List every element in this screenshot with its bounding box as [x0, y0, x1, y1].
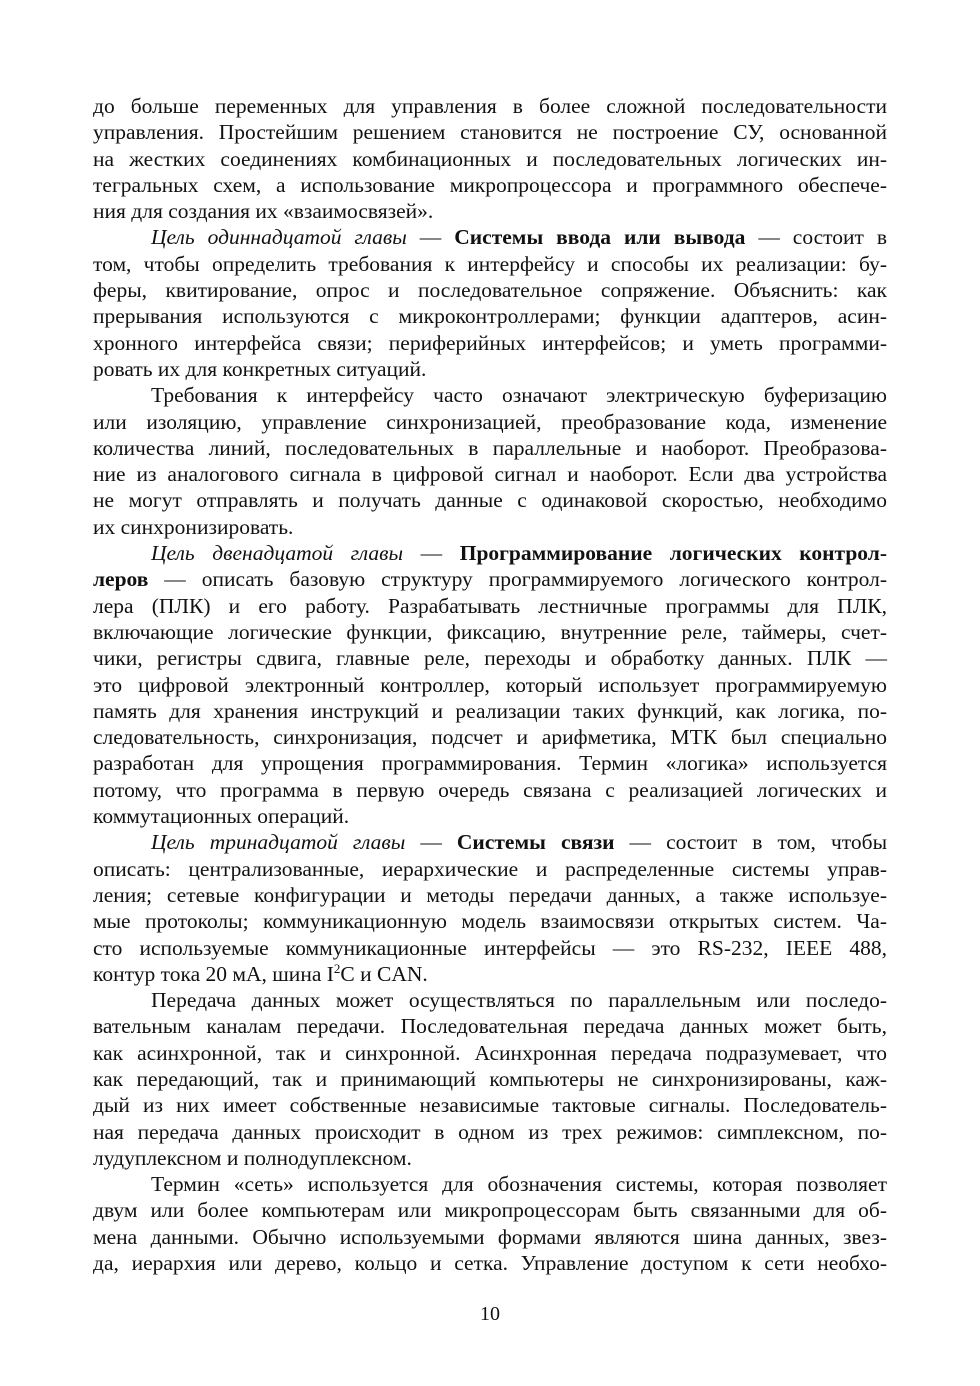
paragraph-network: [93, 1171, 887, 1276]
text-line: как асинхронной, так и синхронной. Асинхронная передача подразумевает, что: [93, 1040, 887, 1065]
text-line: как передающий, так и принимающий компьютеры не синхронизированы, каж-: [93, 1066, 887, 1091]
text-line: двум или более компьютерам или микропроцессорам быть связанными для об-: [93, 1198, 887, 1223]
chapter-13-title: Системы связи: [456, 830, 615, 855]
text-line: [93, 224, 887, 250]
text-line: сто используемые коммуникационные интерфейсы — это RS-232, IEEE 488,: [93, 935, 887, 960]
text-line: чики, регистры сдвига, главные реле, переходы и обработку данных. ПЛК —: [93, 646, 887, 671]
text-line: феры, квитирование, опрос и последовательное сопряжение. Объяснить: как: [93, 278, 887, 303]
text-fragment: — состоит в том, чтобы: [614, 830, 888, 855]
dash: —: [403, 541, 460, 566]
text-line: до больше переменных для управления в более сложной последовательности: [93, 94, 887, 118]
text-line: мые протоколы; коммуникационную модель взаимосвязи открытых систем. Ча-: [93, 909, 887, 934]
superscript: 2: [333, 960, 341, 976]
text-line: ровать их для конкретных ситуаций.: [93, 356, 427, 381]
text-line: разработан для упрощения программирования. Термин «логика» используется: [93, 751, 887, 776]
paragraph-data-transfer: [93, 987, 887, 1171]
text-line: ния для создания их «взаимосвязей».: [93, 199, 434, 224]
page-number: 10: [480, 1303, 500, 1325]
text-line: прерывания используются с микроконтроллерами; функции адаптеров, асин-: [93, 304, 887, 329]
paragraph-intro: [93, 93, 887, 224]
text-line: дый из них имеет собственные независимые тактовые сигналы. Последователь-: [93, 1093, 887, 1118]
text-line: количества линий, последовательных в параллельные и наоборот. Преобразова-: [93, 435, 887, 460]
paragraph-chapter-11: [93, 224, 887, 382]
chapter-12-title: Программирование логических контрол-: [459, 541, 887, 566]
text-line: это цифровой электронный контроллер, который использует программируемую: [93, 672, 887, 697]
text-line: не могут отправлять и получать данные с одинаковой скоростью, необходимо: [93, 488, 887, 513]
chapter-11-title: Системы ввода или вывода: [454, 225, 746, 250]
text-line: потому, что программа в первую очередь связана с реализацией логических и: [93, 777, 887, 802]
text-fragment: — состоит в: [745, 225, 888, 250]
text-line: ная передача данных происходит в одном из трех режимов: симплексном, по-: [93, 1119, 887, 1144]
text-line: вательным каналам передачи. Последовательная передача данных может быть,: [93, 1014, 887, 1039]
paragraph-interface-requirements: [93, 382, 887, 540]
text-fragment: контур тока 20 мА, шина I: [93, 961, 334, 986]
text-line: том, чтобы определить требования к интерфейсу и способы их реализации: бу-: [93, 251, 887, 276]
text-fragment: — описать базовую структуру программируемого логического контрол-: [148, 567, 887, 592]
text-line: да, иерархия или дерево, кольцо и сетка. Управление доступом к сети необхо-: [93, 1251, 887, 1276]
chapter-11-prefix: Цель одиннадцатой главы: [151, 225, 407, 250]
text-line: коммутационных операций.: [93, 804, 350, 829]
text-fragment: C и CAN.: [340, 961, 428, 986]
text-line: управления. Простейшим решением становится не построение СУ, основанной: [93, 120, 887, 145]
text-line: тегральных схем, а использование микропроцессора и программного обеспече-: [93, 172, 887, 197]
paragraph-chapter-13: [93, 829, 887, 987]
text-line: Термин «сеть» используется для обозначения системы, которая позволяет: [151, 1172, 887, 1197]
text-line: описать: централизованные, иерархические и распределенные системы управ-: [93, 856, 887, 881]
text-line: ние из аналогового сигнала в цифровой сигнал и наоборот. Если два устройства: [93, 462, 887, 487]
text-line: следовательность, синхронизация, подсчет и арифметика, МТК был специально: [93, 725, 887, 750]
text-line: [93, 540, 887, 566]
text-line: включающие логические функции, фиксацию, внутренние реле, таймеры, счет-: [93, 619, 887, 644]
text-line: [93, 566, 887, 592]
chapter-12-title-end: леров: [93, 567, 149, 592]
dash: —: [406, 225, 455, 250]
text-line: хронного интерфейса связи; периферийных интерфейсов; и уметь программи-: [93, 330, 887, 355]
text-line: мена данными. Обычно используемыми формами являются шина данных, звез-: [93, 1224, 887, 1249]
text-line: память для хранения инструкций и реализации таких функций, как логика, по-: [93, 698, 887, 723]
text-line: на жестких соединениях комбинационных и последовательных логических ин-: [93, 146, 887, 171]
chapter-12-prefix: Цель двенадцатой главы: [151, 541, 404, 566]
text-line: лудуплексном и полнодуплексном.: [93, 1145, 412, 1170]
paragraph-chapter-12: [93, 540, 887, 829]
text-line: ления; сетевые конфигурации и методы передачи данных, а также используе-: [93, 882, 887, 907]
text-line: Передача данных может осуществляться по параллельным или последо-: [151, 988, 887, 1013]
document-body: [93, 93, 887, 1276]
text-line: [93, 961, 887, 987]
dash: —: [405, 830, 457, 855]
text-line: Требования к интерфейсу часто означают электрическую буферизацию: [151, 383, 887, 408]
text-line: [93, 829, 887, 855]
text-line: их синхронизировать.: [93, 514, 294, 539]
chapter-13-prefix: Цель тринадцатой главы: [151, 830, 406, 855]
text-line: лера (ПЛК) и его работу. Разрабатывать лестничные программы для ПЛК,: [93, 593, 887, 618]
text-line: или изоляцию, управление синхронизацией, преобразование кода, изменение: [93, 409, 887, 434]
